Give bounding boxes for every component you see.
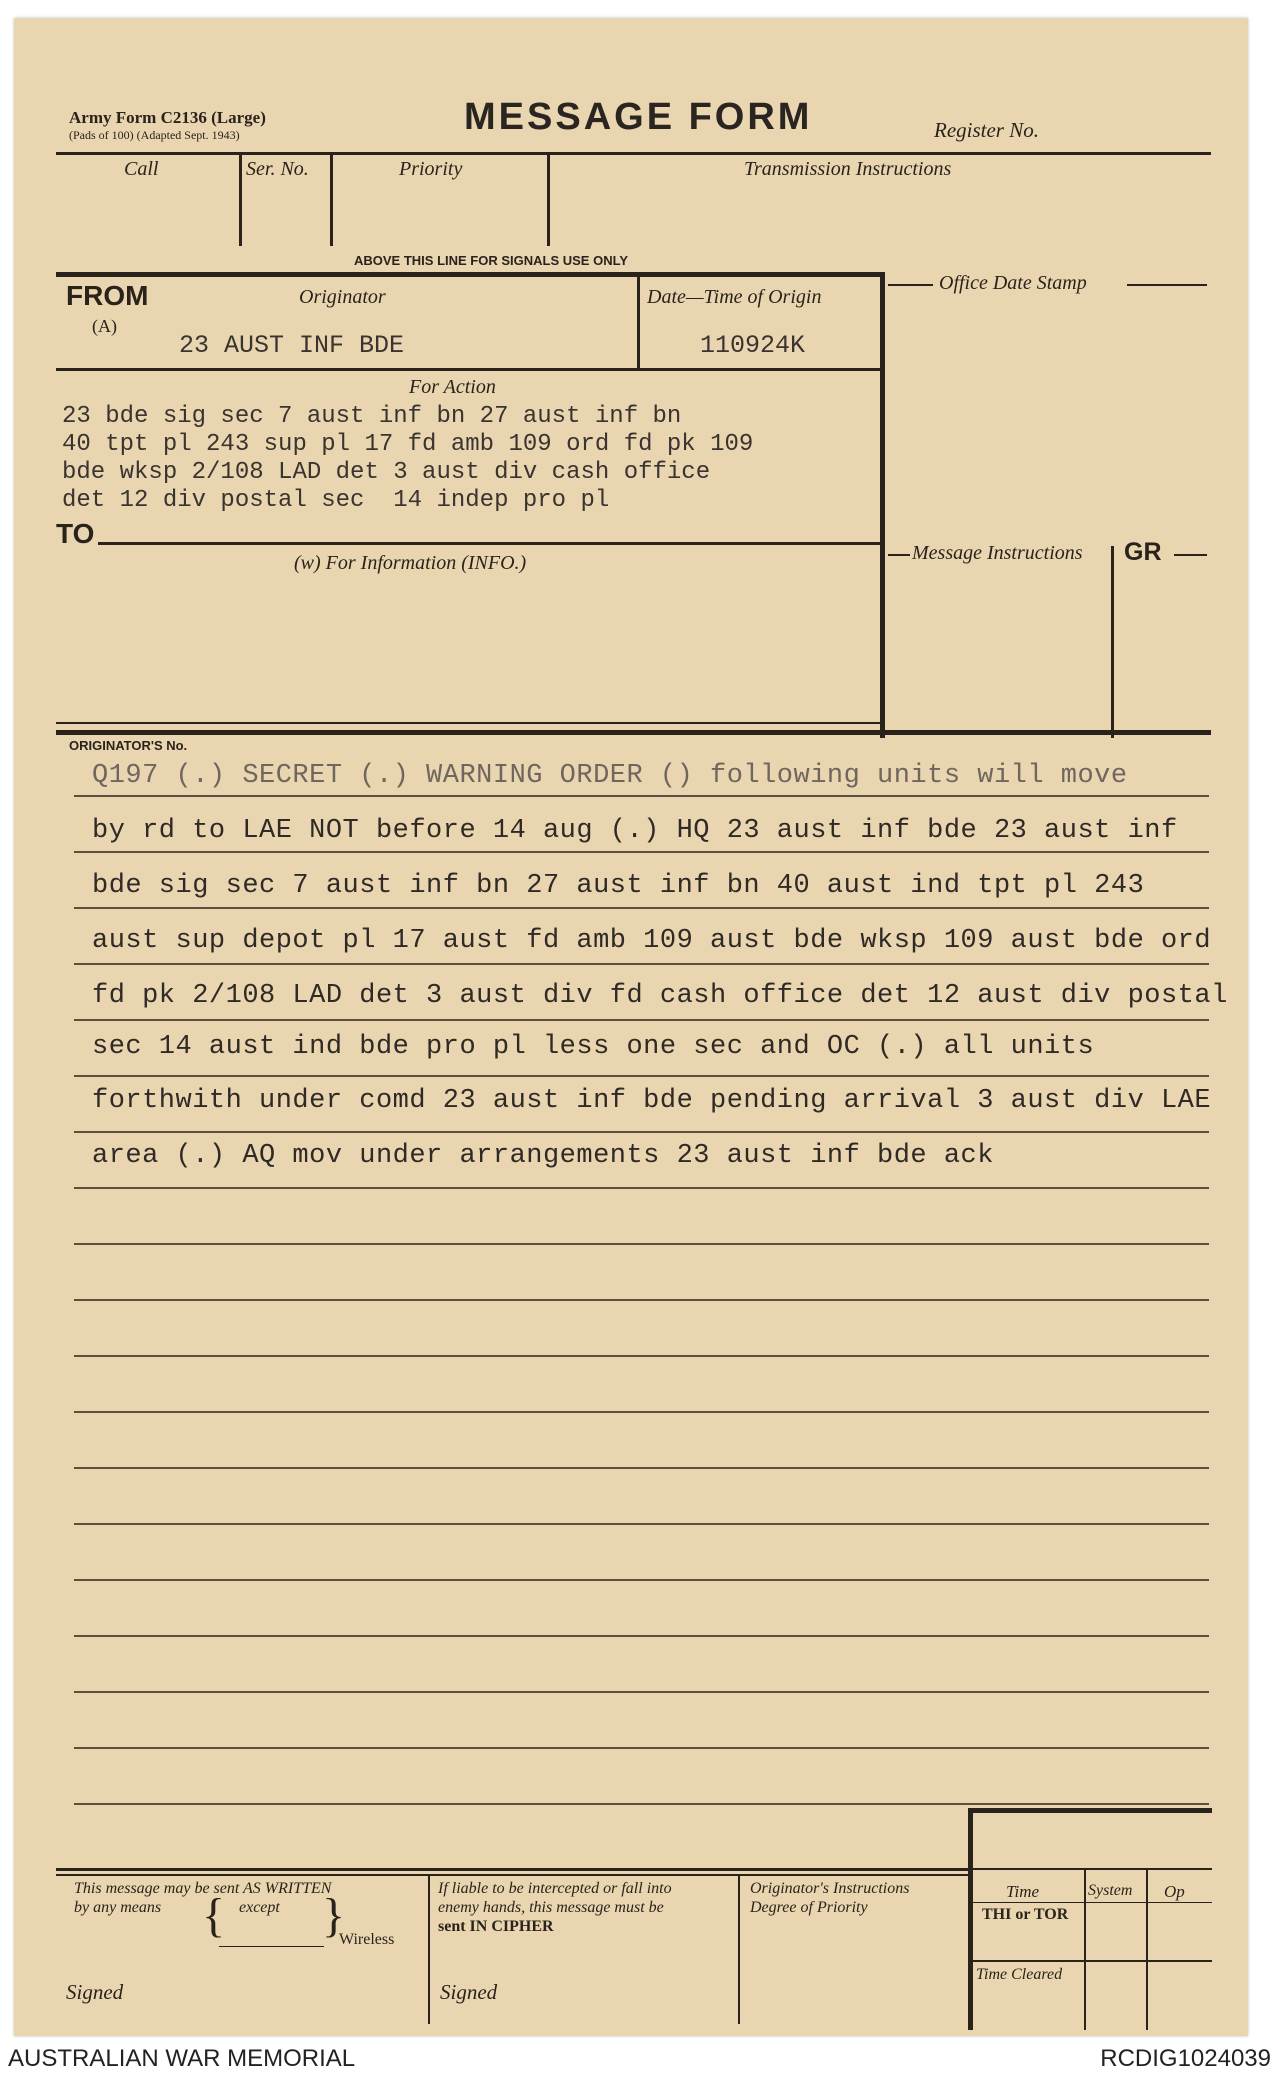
- time-label: Time: [1006, 1882, 1040, 1901]
- originators-no-label: ORIGINATOR'S No.: [69, 738, 188, 753]
- form-sub: (Pads of 100) (Adapted Sept. 1943): [69, 128, 240, 142]
- from-label: FROM: [66, 280, 149, 311]
- for-info-label: (w) For Information (INFO.): [294, 552, 527, 574]
- office-stamp-label: Office Date Stamp: [939, 272, 1087, 294]
- footer-id: RCDIG1024039: [1100, 2045, 1271, 2072]
- message-line: by rd to LAE NOT before 14 aug (.) HQ 23 aust inf bde 23 aust inf: [92, 816, 1178, 846]
- thi-tor-label: THI or TOR: [982, 1906, 1069, 1923]
- priority-label: Priority: [399, 158, 463, 180]
- originator-label: Originator: [299, 286, 386, 308]
- signed-label-1: Signed: [66, 1980, 124, 2004]
- action-line: 40 tpt pl 243 sup pl 17 fd amb 109 ord fd pk 109: [62, 431, 754, 458]
- message-line: forthwith under comd 23 aust inf bde pending arrival 3 aust div LAE: [92, 1086, 1212, 1116]
- message-line: area (.) AQ mov under arrangements 23 aust inf bde ack: [92, 1141, 994, 1171]
- time-cleared-label: Time Cleared: [976, 1966, 1063, 1983]
- form-id: Army Form C2136 (Large): [69, 108, 266, 127]
- register-label: Register No.: [934, 118, 1039, 142]
- to-label: TO: [56, 518, 95, 549]
- right-brace: }: [322, 1889, 346, 1942]
- action-line: det 12 div postal sec 14 indep pro pl: [62, 487, 610, 514]
- message-line: Q197 (.) SECRET (.) WARNING ORDER () following units will move: [92, 761, 1128, 791]
- call-label: Call: [124, 158, 159, 180]
- message-form-sheet: [14, 18, 1248, 2036]
- from-sub-label: (A): [92, 316, 117, 336]
- transmission-label: Transmission Instructions: [744, 158, 952, 180]
- sent-text-2: by any means: [74, 1899, 162, 1916]
- sent-text-1: This message may be sent AS WRITTEN: [74, 1880, 332, 1897]
- op-label: Op: [1164, 1882, 1185, 1901]
- cipher-text-2: enemy hands, this message must be: [438, 1899, 664, 1916]
- form-title: MESSAGE FORM: [464, 96, 813, 138]
- signed-label-2: Signed: [440, 1980, 498, 2004]
- above-line-note: ABOVE THIS LINE FOR SIGNALS USE ONLY: [354, 253, 628, 268]
- originator-value: 23 AUST INF BDE: [179, 331, 405, 360]
- system-label: System: [1088, 1882, 1133, 1899]
- action-line: bde wksp 2/108 LAD det 3 aust div cash office: [62, 459, 711, 486]
- message-instructions-label: Message Instructions: [912, 542, 1083, 564]
- message-line: bde sig sec 7 aust inf bn 27 aust inf bn 40 aust ind tpt pl 243: [92, 871, 1145, 901]
- for-action-label: For Action: [409, 376, 496, 398]
- message-line: fd pk 2/108 LAD det 3 aust div fd cash office det 12 aust div postal: [92, 981, 1228, 1011]
- dto-label: Date—Time of Origin: [647, 286, 822, 308]
- header-rule: [56, 152, 1211, 155]
- cipher-text-1: If liable to be intercepted or fall into: [438, 1880, 672, 1897]
- wireless-label: Wireless: [339, 1931, 395, 1948]
- cipher-text-3: sent IN CIPHER: [438, 1918, 554, 1935]
- action-line: 23 bde sig sec 7 aust inf bn 27 aust inf bn: [62, 403, 682, 430]
- dto-value: 110924K: [700, 331, 806, 360]
- message-line: aust sup depot pl 17 aust fd amb 109 aust bde wksp 109 aust bde ord: [92, 926, 1212, 956]
- orig-instructions-label: Originator's Instructions: [750, 1880, 910, 1897]
- left-brace: {: [202, 1889, 226, 1942]
- ser-no-label: Ser. No.: [246, 158, 309, 180]
- except-label: except: [239, 1899, 280, 1916]
- degree-priority-label: Degree of Priority: [750, 1899, 868, 1916]
- message-line: sec 14 aust ind bde pro pl less one sec and OC (.) all units: [92, 1032, 1095, 1062]
- footer-credit: AUSTRALIAN WAR MEMORIAL: [8, 2045, 356, 2072]
- gr-label: GR: [1124, 538, 1162, 566]
